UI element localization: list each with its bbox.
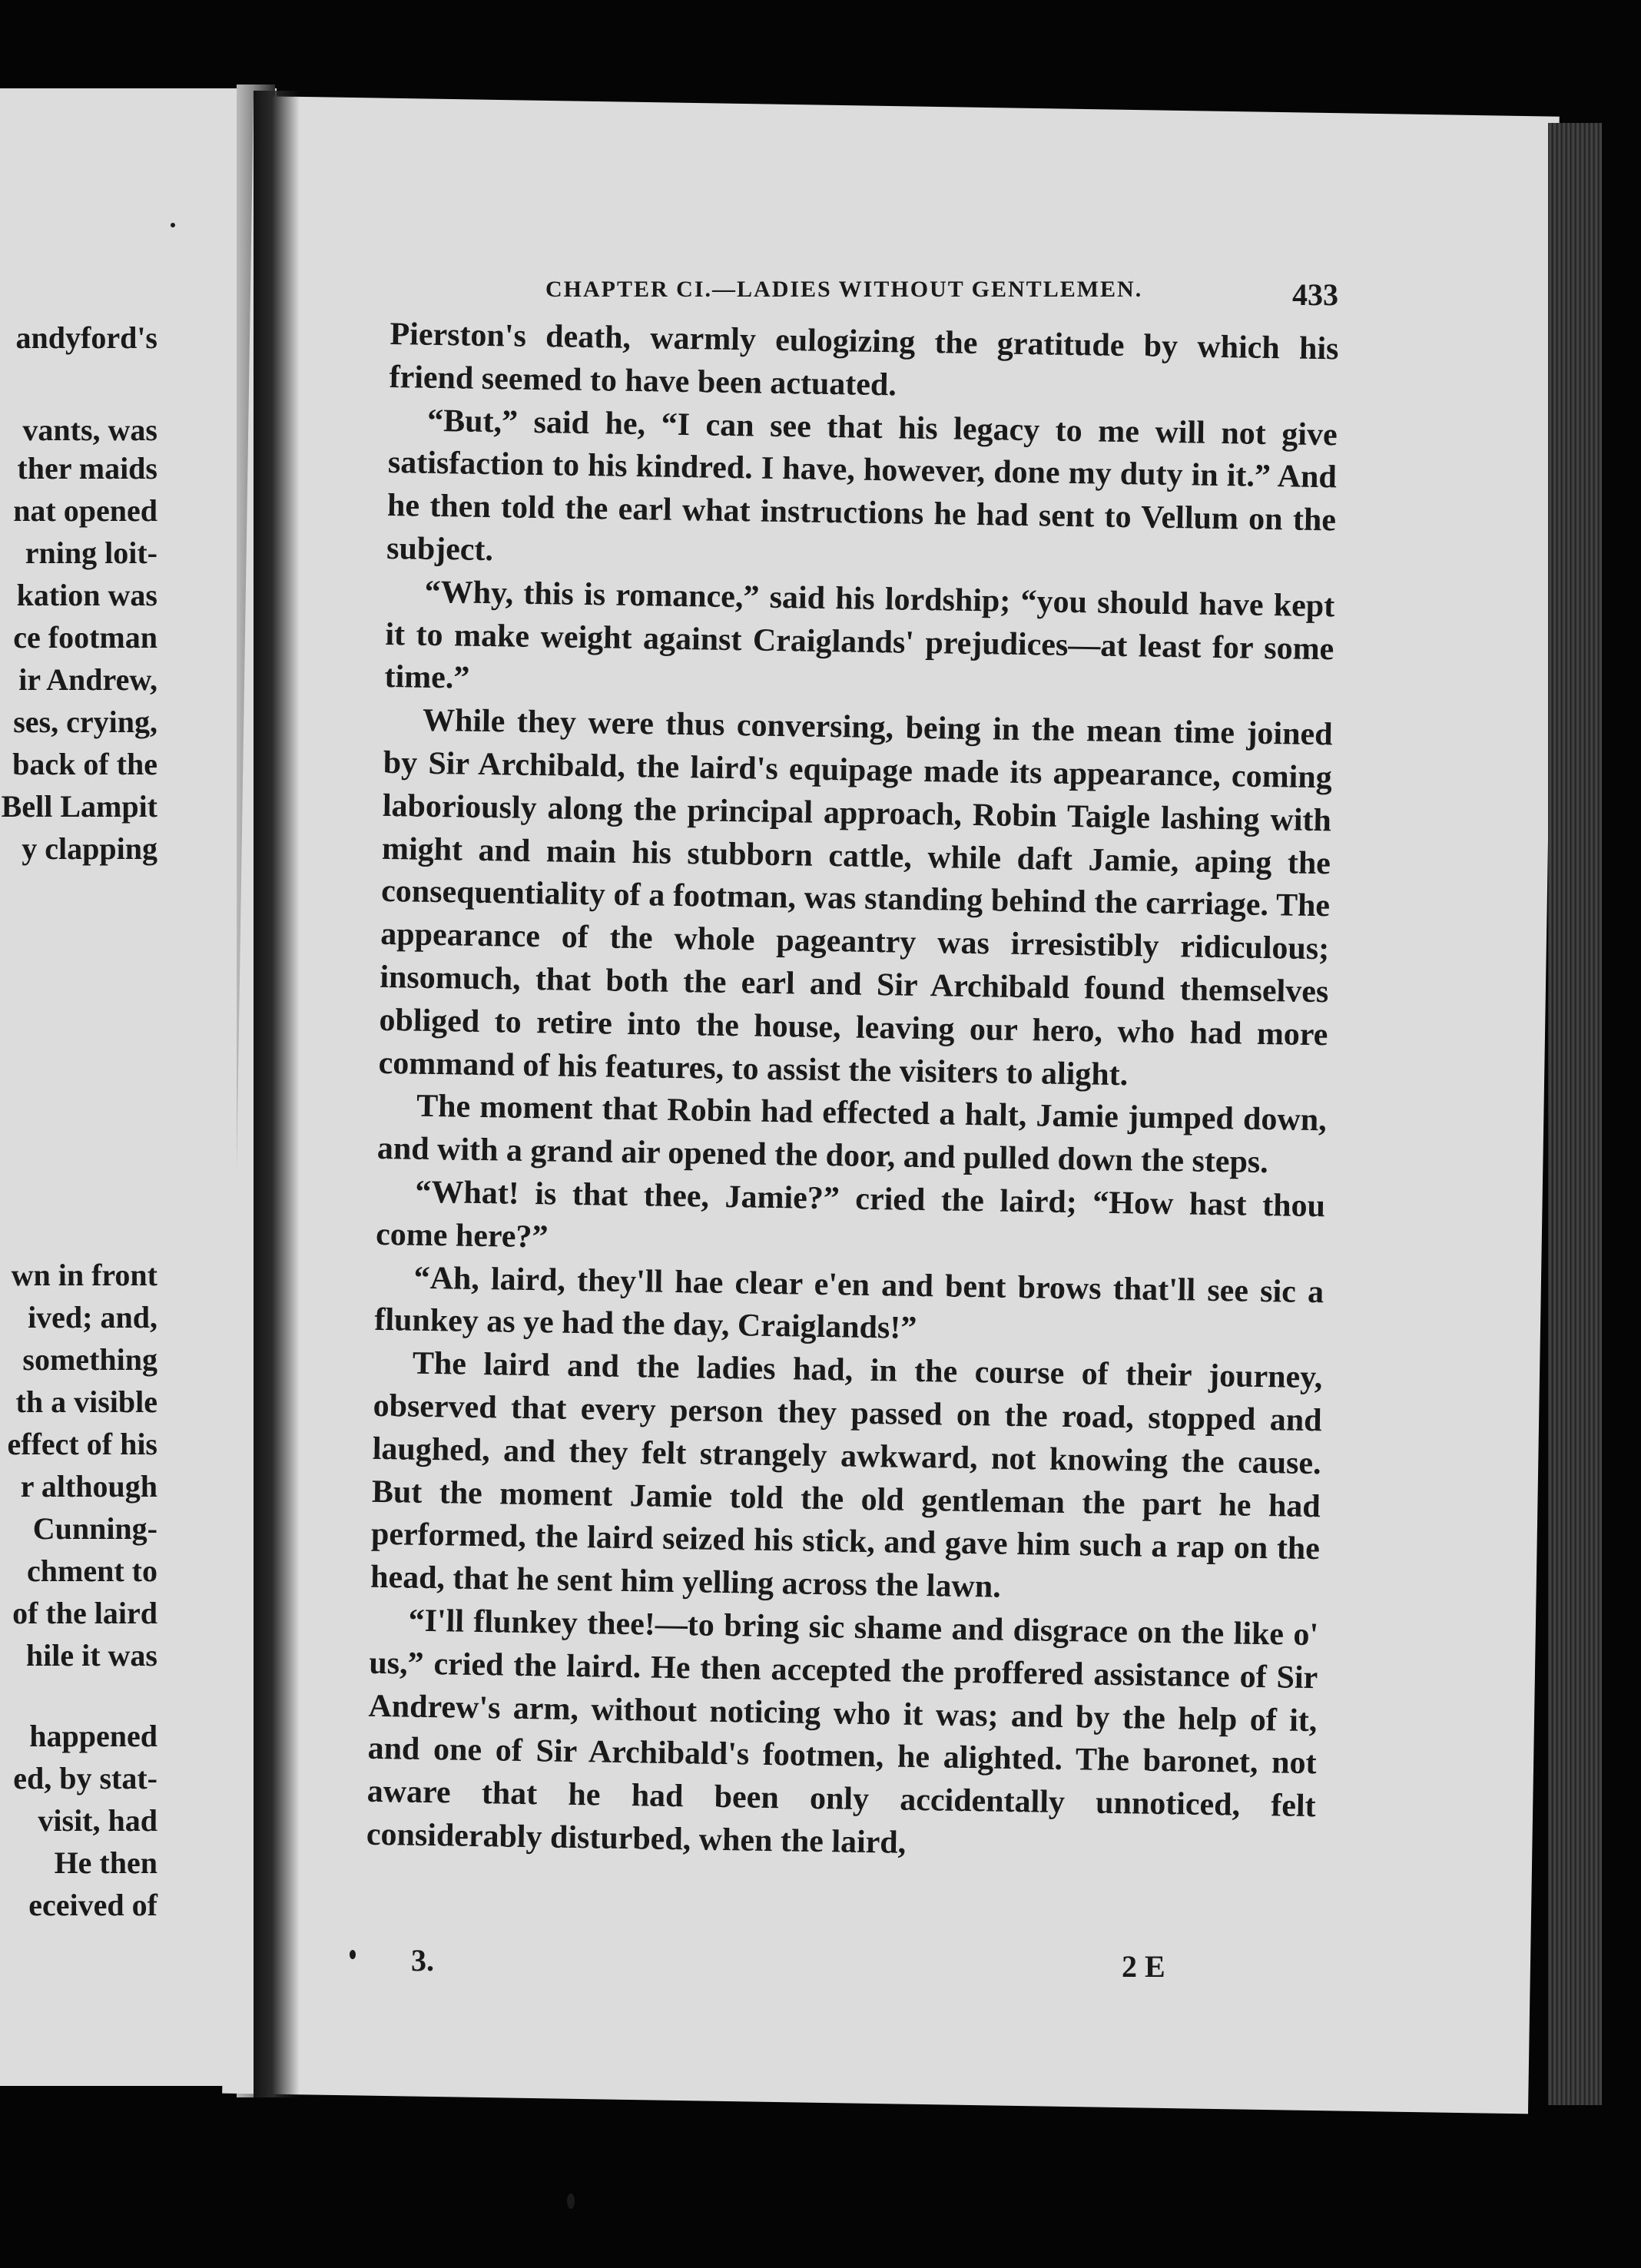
left-page-line: th a visible	[15, 1384, 157, 1419]
left-page-line: chment to	[27, 1553, 157, 1588]
left-page-line: ther maids	[17, 451, 157, 486]
left-page-line: rning loit-	[25, 536, 157, 570]
left-page-line: back of the	[12, 747, 157, 781]
left-page-line: ce footman	[13, 620, 157, 655]
left-page-line: happened	[29, 1719, 157, 1753]
paragraph: The laird and the ladies had, in the course of their journey, observed that every person they passed on the road, stopped and laughed, and they felt strangely awkward, not knowing the cause. But the moment Jamie told the old gentleman the part he had performed, the laird seized his stick, and gave him such a rap on the head, that he sent him yelling across the lawn.	[370, 1345, 1323, 1605]
left-page-line: ived; and,	[28, 1300, 157, 1335]
left-page-line: hile it was	[25, 1638, 157, 1673]
left-page-line: effect of his	[7, 1427, 157, 1461]
running-header: CHAPTER CI.—LADIES WITHOUT GENTLEMEN.	[545, 277, 1143, 302]
left-page-line: r although	[20, 1469, 157, 1504]
left-page-line: y clapping	[22, 831, 157, 866]
ink-speck	[171, 223, 175, 227]
left-page-line: ed, by stat-	[13, 1761, 157, 1796]
ink-speck	[350, 1950, 356, 1959]
left-page-line: Bell Lampit	[1, 789, 157, 824]
signature-mark: 3.	[411, 1943, 434, 1978]
paragraph: “But,” said he, “I can see that his legacy to me will not give satisfaction to his kindred. I have, however, done my duty in it.” And he then told the earl what instructions he had sent to Vellum on the subject.	[386, 403, 1338, 569]
left-page-line: He then	[54, 1845, 157, 1880]
left-page-line: Cunning-	[32, 1511, 157, 1546]
left-page-line: eceived of	[28, 1888, 157, 1922]
ink-speck	[567, 2193, 575, 2209]
page-shadow	[254, 91, 300, 2097]
left-page-line: ir Andrew,	[18, 662, 157, 697]
paragraph: “I'll flunkey thee!—to bring sic shame and disgrace on the like o' us,” cried the laird. He then accepted the proffered assistance of Sir Andrew's arm, without noticing who it was; and by the help of it, and one of Sir Archibald's footmen, he alighted. The baronet, not aware that he had been only accidentally unnoticed, felt considerably disturbed, when the laird,	[366, 1603, 1319, 1861]
left-page-line: andyford's	[15, 320, 157, 355]
sheet-mark: 2 E	[1122, 1949, 1165, 1984]
paragraph: While they were thus conversing, being in the mean time joined by Sir Archibald, the laird's equipage made its appearance, coming laboriously along the principal approach, Robin Taigle lashing with might and main his stubborn cattle, while daft Jamie, aping the consequentiality of a footman, was standing behind the carriage. The appearance of the whole pageantry was irresistibly ridiculous; insomuch, that both the earl and Sir Archibald found themselves obliged to retire into the house, leaving our hero, who had more command of his features, to assist the visiters to alight.	[378, 702, 1333, 1093]
page-body	[366, 313, 1338, 1872]
page-edge-stack	[1548, 123, 1602, 2105]
paragraph: Pierston's death, warmly eulogizing the gratitude by which his friend seemed to have been actuated.	[389, 316, 1339, 403]
paragraph: “Why, this is romance,” said his lordship; “you should have kept it to make weight against Craiglands' prejudices—at least for some time.”	[384, 574, 1335, 697]
paragraph: “Ah, laird, they'll hae clear e'en and bent brows that'll see sic a flunkey as ye had the day, Craiglands!”	[374, 1260, 1324, 1347]
left-page-line: ses, crying,	[13, 705, 157, 739]
left-page-line: wn in front	[11, 1258, 157, 1292]
left-page-line: something	[22, 1342, 157, 1377]
left-page-line: visit, had	[38, 1803, 157, 1838]
page-number: 433	[1292, 277, 1338, 312]
left-page-line: of the laird	[12, 1596, 157, 1630]
left-page-line: kation was	[16, 578, 157, 612]
paragraph: The moment that Robin had effected a halt, Jamie jumped down, and with a grand air opened the door, and pulled down the steps.	[376, 1089, 1328, 1181]
left-page-line: vants, was	[22, 413, 157, 447]
paragraph: “What! is that thee, Jamie?” cried the laird; “How hast thou come here?”	[375, 1174, 1326, 1255]
left-page-line: nat opened	[13, 493, 157, 528]
